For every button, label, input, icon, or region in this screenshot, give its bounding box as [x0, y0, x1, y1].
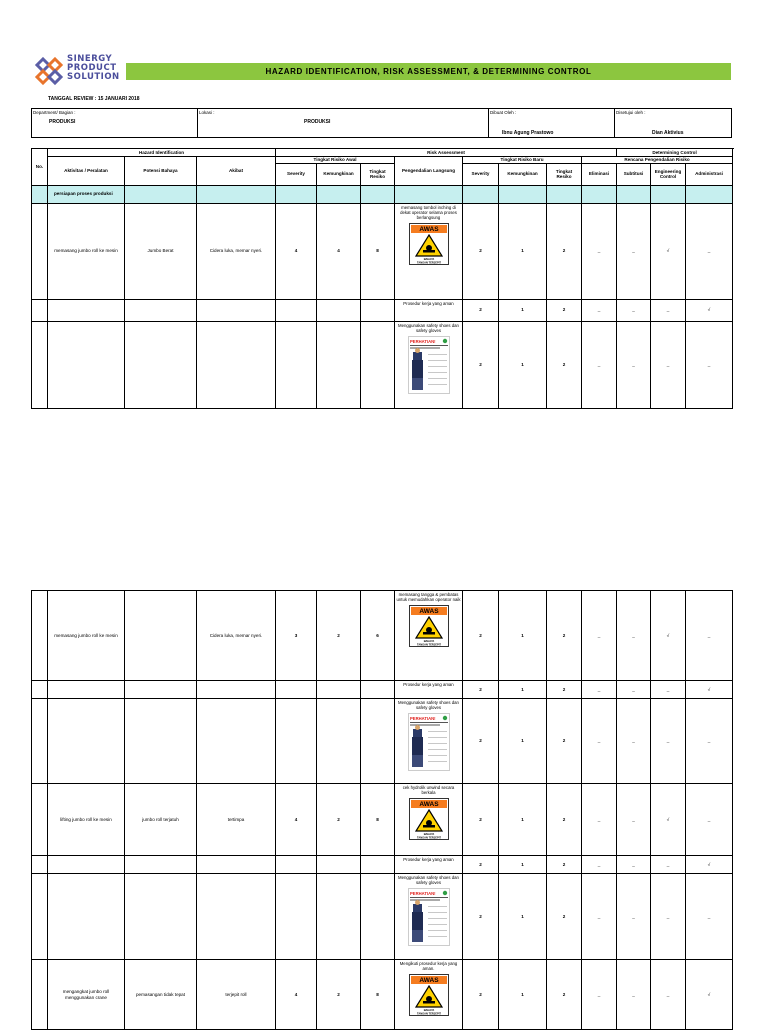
severity-cell [276, 699, 317, 784]
row-no-cell [32, 203, 48, 299]
row-no-cell [32, 321, 48, 408]
table-row [32, 681, 733, 699]
akibat-cell [197, 856, 276, 874]
severity-cell [276, 874, 317, 960]
logo-mark-icon [35, 55, 67, 87]
tingkat-baru-cell: 2 [547, 699, 582, 784]
potensi-cell [125, 299, 197, 321]
engineering-cell: _ [651, 681, 686, 699]
severity-baru-cell: 2 [463, 856, 499, 874]
col-kemungkinan: Kemungkinan [317, 163, 361, 185]
row-no-cell [32, 856, 48, 874]
severity-cell: 4 [276, 960, 317, 1030]
eliminasi-cell: _ [582, 681, 617, 699]
table-row [32, 321, 733, 408]
eliminasi-cell: _ [582, 321, 617, 408]
subtitusi-cell: _ [617, 784, 651, 856]
severity-baru-cell: 2 [463, 784, 499, 856]
severity-baru-cell: 2 [463, 321, 499, 408]
hazard-identification-header: Hazard Identification [48, 149, 276, 157]
dept-value: PRODUKSI [49, 119, 76, 125]
pengendalian-cell [395, 299, 463, 321]
akibat-cell: Cidera luka, memar nyeri. [197, 591, 276, 681]
subtitusi-cell: _ [617, 699, 651, 784]
section-row [32, 185, 733, 203]
company-name [67, 55, 120, 82]
administrasi-cell: √ [686, 681, 733, 699]
kemungkinan-cell: 4 [317, 203, 361, 299]
akibat-cell: Cidera luka, memar nyeri. [197, 203, 276, 299]
poster-title-text: PERHATIAN! [409, 891, 436, 896]
pengendalian-cell [395, 591, 463, 681]
engineering-cell: _ [651, 856, 686, 874]
col-potensi: Potensi Bahaya [125, 157, 197, 186]
severity-baru-cell: 2 [463, 681, 499, 699]
made-by-value: Ibnu Agung Prastowo [502, 130, 554, 136]
sign-line1-text: BAHAYA [423, 833, 434, 836]
kemungkinan-cell [317, 681, 361, 699]
severity-cell: 4 [276, 784, 317, 856]
col-aktivitas: Aktivitas / Peralatan [48, 157, 125, 186]
engineering-cell: _ [651, 960, 686, 1030]
tingkat-baru-cell: 2 [547, 874, 582, 960]
administrasi-cell: √ [686, 960, 733, 1030]
poster-title-text: PERHATIAN! [409, 338, 436, 344]
kemungkinan-baru-cell: 1 [499, 681, 547, 699]
tingkat-resiko-cell [361, 299, 395, 321]
sign-awas-text: AWAS [418, 608, 439, 616]
title-banner [126, 63, 731, 80]
dept-label: Department/ Bagian : [33, 110, 76, 115]
document-title: HAZARD IDENTIFICATION, RISK ASSESSMENT, & DETERMINING CONTROL [265, 67, 592, 76]
severity-baru-cell: 2 [463, 203, 499, 299]
warning-sign-icon [409, 223, 449, 265]
subtitusi-cell: _ [617, 299, 651, 321]
pengendalian-text: memasang tangga & pembatas untuk memudahkan operator naik [396, 592, 461, 602]
eliminasi-cell: _ [582, 784, 617, 856]
warning-sign-icon [409, 798, 449, 840]
sign-line1-text: BAHAYA [423, 257, 434, 261]
pengendalian-cell [395, 960, 463, 1030]
row-no-cell [32, 299, 48, 321]
risiko-baru-header: Tingkat Risiko Baru [463, 157, 582, 164]
company-logo [35, 55, 130, 87]
col-eliminasi: Eliminasi [582, 163, 617, 185]
kemungkinan-cell [317, 699, 361, 784]
engineering-cell: √ [651, 591, 686, 681]
col-severity-baru: Severity [463, 163, 499, 185]
potensi-cell [125, 699, 197, 784]
kemungkinan-baru-cell: 1 [499, 784, 547, 856]
aktivitas-cell [48, 856, 125, 874]
tingkat-resiko-cell: 8 [361, 784, 395, 856]
pengendalian-text: Menggunakan safety shoes dan safety gloves [398, 875, 459, 885]
kemungkinan-baru-cell: 1 [499, 960, 547, 1030]
warning-sign-icon [409, 974, 449, 1016]
location-label: Lokasi : [199, 110, 215, 115]
kemungkinan-cell: 2 [317, 591, 361, 681]
subtitusi-cell: _ [617, 321, 651, 408]
sign-line1-text: BAHAYA [423, 1009, 434, 1012]
potensi-cell [125, 856, 197, 874]
eliminasi-cell: _ [582, 960, 617, 1030]
subtitusi-cell: _ [617, 591, 651, 681]
col-akibat: Akibat [197, 157, 276, 186]
akibat-cell: tertimpa [197, 784, 276, 856]
company-name-line3: SOLUTION [67, 72, 120, 82]
risiko-awal-header: Tingkat Risiko Awal [276, 157, 395, 164]
table-row [32, 203, 733, 299]
pengendalian-cell [395, 699, 463, 784]
administrasi-cell: _ [686, 874, 733, 960]
company-name-line2: PRODUCT [67, 63, 117, 73]
sign-awas-text: AWAS [418, 977, 439, 985]
kemungkinan-baru-cell: 1 [499, 699, 547, 784]
rencana-header: Rencana Pengendalian Risiko [582, 157, 733, 164]
kemungkinan-baru-cell: 1 [499, 591, 547, 681]
sign-line1-text: BAHAYA [423, 640, 434, 643]
row-no-cell [32, 874, 48, 960]
severity-cell: 4 [276, 203, 317, 299]
col-administrasi: Administrasi [686, 163, 733, 185]
pengendalian-cell [395, 203, 463, 299]
col-subtitusi: Subtitusi [617, 163, 651, 185]
tingkat-resiko-cell [361, 681, 395, 699]
location-value: PRODUKSI [304, 119, 331, 125]
poster-title-text: PERHATIAN! [409, 716, 436, 721]
subtitusi-cell: _ [617, 681, 651, 699]
pengendalian-cell [395, 681, 463, 699]
akibat-cell [197, 321, 276, 408]
severity-cell [276, 856, 317, 874]
table-row [32, 856, 733, 874]
tingkat-resiko-cell [361, 856, 395, 874]
kemungkinan-cell [317, 321, 361, 408]
made-by-label: Dibuat Oleh : [490, 110, 517, 115]
engineering-cell: _ [651, 874, 686, 960]
aktivitas-cell: mengangkat jumbo roll menggunakan crane [48, 960, 125, 1030]
administrasi-cell: _ [686, 699, 733, 784]
akibat-cell [197, 299, 276, 321]
tingkat-baru-cell: 2 [547, 321, 582, 408]
akibat-cell [197, 874, 276, 960]
severity-baru-cell: 2 [463, 874, 499, 960]
row-no-cell [32, 699, 48, 784]
engineering-cell: √ [651, 203, 686, 299]
subtitusi-cell: _ [617, 203, 651, 299]
potensi-cell [125, 321, 197, 408]
aktivitas-cell [48, 321, 125, 408]
kemungkinan-baru-cell: 1 [499, 856, 547, 874]
hazard-table-page2 [31, 590, 733, 1030]
tingkat-baru-cell: 2 [547, 299, 582, 321]
tingkat-resiko-cell: 8 [361, 960, 395, 1030]
table-row [32, 699, 733, 784]
potensi-cell: Jumbo Berat [125, 203, 197, 299]
aktivitas-cell [48, 299, 125, 321]
tingkat-baru-cell: 2 [547, 960, 582, 1030]
table-row [32, 874, 733, 960]
severity-baru-cell: 2 [463, 699, 499, 784]
row-no-cell [32, 681, 48, 699]
sign-line2-text: TANGAN TERJEPIT [416, 1012, 441, 1016]
review-date: TANGGAL REVIEW : 15 JANUARI 2018 [48, 96, 140, 102]
tingkat-baru-cell: 2 [547, 203, 582, 299]
ppe-poster-icon [408, 713, 450, 771]
kemungkinan-baru-cell: 1 [499, 299, 547, 321]
row-no-cell [32, 784, 48, 856]
kemungkinan-cell [317, 874, 361, 960]
administrasi-cell: √ [686, 856, 733, 874]
aktivitas-cell [48, 874, 125, 960]
tingkat-baru-cell: 2 [547, 681, 582, 699]
company-name-line1: SINERGY [67, 54, 113, 64]
tingkat-baru-cell: 2 [547, 856, 582, 874]
kemungkinan-baru-cell: 1 [499, 203, 547, 299]
sign-awas-text: AWAS [418, 801, 439, 809]
sign-line2-text: TANGAN TERJEPIT [416, 643, 441, 647]
engineering-cell: _ [651, 299, 686, 321]
kemungkinan-cell [317, 299, 361, 321]
severity-cell: 3 [276, 591, 317, 681]
severity-baru-cell: 2 [463, 960, 499, 1030]
administrasi-cell: _ [686, 784, 733, 856]
section-title: persiapan proses produksi [48, 185, 125, 203]
potensi-cell [125, 591, 197, 681]
administrasi-cell: √ [686, 299, 733, 321]
severity-baru-cell: 2 [463, 591, 499, 681]
akibat-cell [197, 681, 276, 699]
col-pengendalian: Pengendalian Langsung [395, 157, 463, 186]
sign-line2-text: TANGAN TERJEPIT [416, 836, 441, 840]
akibat-cell: terjepit roll [197, 960, 276, 1030]
warning-sign-icon [409, 605, 449, 647]
aktivitas-cell [48, 681, 125, 699]
meta-box [31, 108, 732, 138]
engineering-cell: √ [651, 784, 686, 856]
potensi-cell: jumbo roll terjatuh [125, 784, 197, 856]
pengendalian-cell [395, 784, 463, 856]
col-engineering: Engineering Control [651, 163, 686, 185]
kemungkinan-baru-cell: 1 [499, 321, 547, 408]
approved-by-label: Disetujui oleh : [616, 110, 646, 115]
eliminasi-cell: _ [582, 874, 617, 960]
akibat-cell [197, 699, 276, 784]
col-no: No. [32, 149, 48, 186]
kemungkinan-cell: 2 [317, 960, 361, 1030]
eliminasi-cell: _ [582, 591, 617, 681]
tingkat-resiko-cell [361, 699, 395, 784]
approved-by-value: Dian Aktivius [652, 130, 684, 136]
eliminasi-cell: _ [582, 856, 617, 874]
tingkat-resiko-cell [361, 321, 395, 408]
engineering-cell: _ [651, 321, 686, 408]
aktivitas-cell: memasang jumbo roll ke mesin [48, 203, 125, 299]
subtitusi-cell: _ [617, 874, 651, 960]
severity-cell [276, 681, 317, 699]
col-tingkat: Tingkat Resiko [361, 163, 395, 185]
pengendalian-text: Menggunakan safety shoes dan safety gloves [398, 700, 459, 710]
pengendalian-text: Menggunakan safety shoes dan safety gloves [398, 322, 459, 333]
pengendalian-text: Mengikuti prosedur kerja yang aman. [399, 961, 458, 971]
administrasi-cell: _ [686, 321, 733, 408]
pengendalian-text: Prosedur kerja yang aman [403, 857, 454, 862]
severity-cell [276, 321, 317, 408]
pengendalian-text: Prosedur kerja yang aman [403, 682, 454, 687]
hazard-table-page1 [31, 148, 733, 409]
col-severity: Severity [276, 163, 317, 185]
potensi-cell [125, 681, 197, 699]
tingkat-resiko-cell: 6 [361, 591, 395, 681]
eliminasi-cell: _ [582, 203, 617, 299]
aktivitas-cell [48, 699, 125, 784]
tingkat-baru-cell: 2 [547, 784, 582, 856]
pengendalian-text: cek hydrolik unwind secara berkala [402, 785, 455, 795]
pengendalian-text: Prosedur kerja yang aman [403, 300, 454, 306]
pengendalian-cell [395, 321, 463, 408]
tingkat-resiko-cell [361, 874, 395, 960]
table-row [32, 299, 733, 321]
subtitusi-cell: _ [617, 960, 651, 1030]
engineering-cell: _ [651, 699, 686, 784]
kemungkinan-cell [317, 856, 361, 874]
ppe-poster-icon [408, 888, 450, 946]
sign-line2-text: TANGAN TERJEPIT [416, 260, 441, 264]
risk-assessment-header: Risk Assessment [276, 149, 617, 157]
kemungkinan-cell: 2 [317, 784, 361, 856]
determining-control-header: Determining Control [617, 149, 733, 157]
sign-awas-text: AWAS [418, 225, 439, 233]
administrasi-cell: _ [686, 591, 733, 681]
ppe-poster-icon [408, 336, 450, 394]
subtitusi-cell: _ [617, 856, 651, 874]
table-row [32, 784, 733, 856]
pengendalian-cell [395, 874, 463, 960]
aktivitas-cell: lifting jumbo roll ke mesin [48, 784, 125, 856]
col-tingkat-baru: Tingkat Resiko [547, 163, 582, 185]
severity-cell [276, 299, 317, 321]
tingkat-baru-cell: 2 [547, 591, 582, 681]
col-kemungkinan-baru: Kemungkinan [499, 163, 547, 185]
table-row [32, 591, 733, 681]
kemungkinan-baru-cell: 1 [499, 874, 547, 960]
row-no-cell [32, 591, 48, 681]
tingkat-resiko-cell: 8 [361, 203, 395, 299]
pengendalian-text: memasang tombol inching di dekat operator selama proses berlangsung [400, 204, 457, 220]
aktivitas-cell: memasang jumbo roll ke mesin [48, 591, 125, 681]
potensi-cell: pemasangan tidak tepat [125, 960, 197, 1030]
potensi-cell [125, 874, 197, 960]
row-no-cell [32, 960, 48, 1030]
eliminasi-cell: _ [582, 299, 617, 321]
eliminasi-cell: _ [582, 699, 617, 784]
table-row [32, 960, 733, 1030]
pengendalian-cell [395, 856, 463, 874]
severity-baru-cell: 2 [463, 299, 499, 321]
administrasi-cell: _ [686, 203, 733, 299]
